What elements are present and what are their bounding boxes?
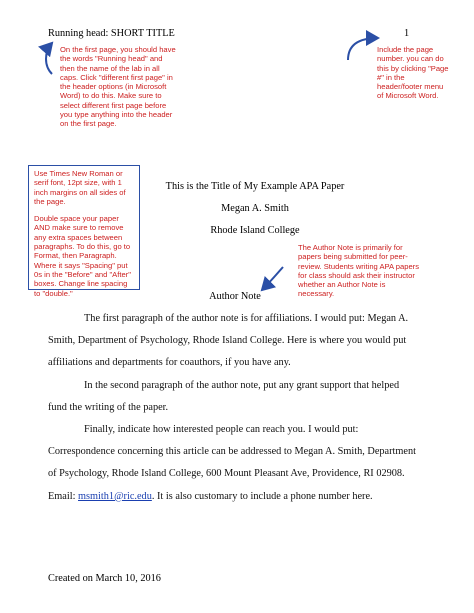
author-note-paragraph-2: In the second paragraph of the author note, put any grant support that helped fund the writing of the paper.	[48, 379, 400, 413]
page-number-arrow-icon	[348, 38, 378, 60]
author-note-body	[48, 308, 418, 508]
running-head: Running head: SHORT TITLE	[48, 28, 175, 39]
spacing-annotation: Double space your paper AND make sure to remove any extra spaces between paragraphs. To do this, go to Format, then Paragraph. Where it says "Spacing" put 0s in the "Before" and "After" boxes. Change line spacing to "double."	[34, 214, 131, 298]
font-annotation: Use Times New Roman or serif font, 12pt size, with 1 inch margins on all sides of the page.	[34, 169, 126, 206]
email-link[interactable]: msmith1@ric.edu	[78, 490, 152, 502]
created-date: Created on March 10, 2016	[48, 573, 161, 584]
institution: Rhode Island College	[210, 225, 300, 236]
paragraph-3-text-end: . It is also customary to include a phone number here.	[151, 490, 373, 502]
author-note-paragraph-1: The first paragraph of the author note is for affiliations. I would put: Megan A. Smith, Department of Psychology, Rhode Island College. Here is where you would put affiliations and departments for coauthors, if you have any.	[48, 313, 409, 369]
formatting-annotation-box	[28, 165, 140, 298]
paragraph-3-text: Finally, indicate how interested people can reach you. I would put: Correspondence concerning this article can be addressed to Megan A. Smith, Department of Psychology, Rhode Island College, 600 Mount Pleasant Ave, Providence, RI 02908. Email:	[48, 424, 416, 502]
page-number: 1	[404, 28, 410, 39]
author-name: Megan A. Smith	[221, 203, 289, 214]
author-note-arrow-icon	[262, 267, 283, 290]
author-note-annotation: The Author Note is primarily for papers being submitted for peer-review. Students writing APA papers for class should ask their instructor whether an Author Note is necessary.	[298, 243, 420, 299]
page-number-annotation: Include the page number. you can do this by clicking "Page #" in the header/footer menu of Microsoft Word.	[377, 45, 449, 101]
running-head-arrow-icon	[46, 43, 52, 74]
running-head-annotation: On the first page, you should have the words "Running head" and then the name of the lab in all caps. Click "different first page" in the header options (in Microsoft Word) to do this. Make sure to select different first page before you type anything into the header on the first page.	[60, 45, 176, 129]
paper-title: This is the Title of My Example APA Paper	[165, 181, 345, 192]
author-note-paragraph-3	[48, 419, 418, 508]
author-note-heading: Author Note	[209, 291, 261, 302]
